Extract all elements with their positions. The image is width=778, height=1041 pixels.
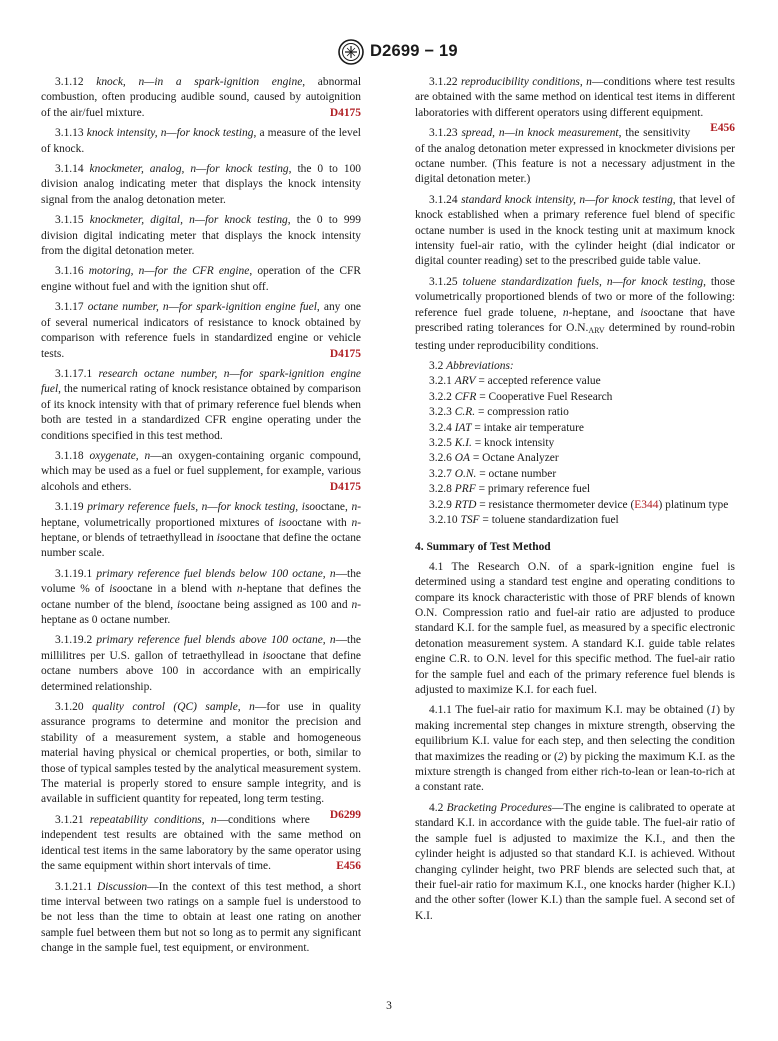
definition-3-1-22: 3.1.22 reproducibility conditions, n—conditions where test results are obtained with the same method on identical test items in different laboratories with different operators using different equipment. E456 [415, 75, 735, 121]
definition-3-1-19: 3.1.19 primary reference fuels, n—for knock testing, isooctane, n-heptane, volumetrically proportioned mixtures of isooctane with n-heptane, or blends of tetraethyllead in isooctane that define the octane number scale. [41, 501, 361, 560]
reference-link[interactable]: D4175 [329, 106, 361, 119]
abbreviation-item: 3.2.9 RTD = resistance thermometer device (E344) platinum type [429, 498, 729, 511]
definition-3-1-25: 3.1.25 toluene standardization fuels, n—for knock testing, those volumetrically proportioned blends of two or more of the following: reference fuel grade toluene, n-heptane, and isooctane that have prescribed rating tolerances for $O.N._{ARV}$ determined by round-robin testing under reproducibility conditions. [415, 275, 736, 352]
abbreviation-item: 3.2.7 O.N. = octane number [429, 467, 557, 480]
definition-3-1-17: 3.1.17 octane number, n—for spark-ignition engine fuel, any one of several numerical indicators of resistance to knock obtained by comparison with reference fuels in standardized engine or vehicle tests. D4175 [41, 300, 361, 362]
reference-link[interactable]: E456 [336, 860, 361, 873]
definition-3-1-16: 3.1.16 motoring, n—for the CFR engine, operation of the CFR engine without fuel and with the ignition shut off. [41, 265, 361, 293]
page-number: 3 [386, 1000, 392, 1012]
abbreviation-item: 3.2.8 PRF = primary reference fuel [429, 483, 591, 496]
abbreviation-item: 3.2.2 CFR = Cooperative Fuel Research [429, 390, 613, 403]
abbreviation-item: 3.2.1 ARV = accepted reference value [429, 375, 601, 388]
definition-3-1-12: 3.1.12 knock, n—in a spark-ignition engine, abnormal combustion, often producing audible sound, caused by autoignition of the air/fuel mixture. D4175 [41, 75, 361, 121]
page-header [0, 36, 778, 66]
definition-3-1-18: 3.1.18 oxygenate, n—an oxygen-containing organic compound, which may be used as a fuel or fuel supplement, for example, various alcohols and ethers. D4175 [41, 449, 361, 495]
definition-3-1-13: 3.1.13 knock intensity, n—for knock testing, a measure of the level of knock. [41, 127, 361, 155]
abbreviation-item: 3.2.3 C.R. = compression ratio [429, 406, 569, 419]
right-column [415, 75, 735, 929]
reference-link[interactable]: D4175 [329, 480, 361, 493]
reference-link[interactable]: E456 [710, 122, 735, 135]
reference-link[interactable]: E344 [634, 498, 659, 511]
definition-3-1-21: 3.1.21 repeatability conditions, n—conditions where independent test results are obtained with the same method on identical test items in the same laboratory by the same operator using the same equipment within short intervals of time. E456 [41, 813, 361, 875]
section-heading: 4. Summary of Test Method [415, 541, 551, 554]
reference-link[interactable]: D4175 [329, 347, 361, 360]
definition-3-1-20: 3.1.20 quality control (QC) sample, n—for use in quality assurance programs to determine and monitor the precision and stability of a measurement system, a stable and homogeneous material having physical or chemical properties, or both, similar to those of typical samples tested by the analytical measurement system. The material is properly stored to ensure sample integrity, and is available in sufficient quantity for repeated, long term testing. D6299 [41, 700, 361, 808]
definition-3-1-19-2: 3.1.19.2 primary reference fuel blends above 100 octane, n—the millilitres per U.S. gallon of tetraethyllead in isooctane that define octane numbers above 100 in accordance with an empirically determined relationship. [41, 634, 362, 693]
standard-designation: D2699 − 19 [370, 42, 458, 60]
abbreviation-item: 3.2.4 IAT = intake air temperature [429, 421, 584, 434]
definition-3-1-24: 3.1.24 standard knock intensity, n—for knock testing, that level of knock established when a primary reference fuel blend of specific octane number is used in the knock testing unit at maximum knock intensity fuel-air ratio, with the cylinder height (dial indicator or digital counter reading) set to the prescribed guide table value. [415, 193, 736, 268]
definition-3-1-23: 3.1.23 spread, n—in knock measurement, the sensitivity of the analog detonation meter expressed in knockmeter divisions per octane number. (This feature is not a necessary adjustment in the digital detonation meter.) [415, 127, 735, 186]
abbreviation-item: 3.2.5 K.I. = knock intensity [429, 436, 555, 449]
discussion-3-1-21-1: 3.1.21.1 Discussion—In the context of this test method, a short time interval between two ratings on a sample fuel is understood to be not less than the time to obtain at least one rating on another sample fuel between them but not so long as to permit any significant change in the sample fuel, test equipment, or environment. [41, 880, 362, 955]
definition-3-1-14: 3.1.14 knockmeter, analog, n—for knock testing, the 0 to 100 division analog indicating meter that displays the knock intensity signal from the analog detonation meter. [41, 163, 362, 206]
abbreviation-item: 3.2.6 OA = Octane Analyzer [429, 452, 559, 465]
definition-3-1-19-1: 3.1.19.1 primary reference fuel blends below 100 octane, n—the volume % of isooctane in a blend with n-heptane that defines the octane number of the blend, isooctane being assigned as 100 and n-heptane as 0 octane number. [41, 567, 362, 626]
paragraph-4-2: 4.2 Bracketing Procedures—The engine is calibrated to operate at standard K.I. in accordance with the guide table. The fuel-air ratio of the sample fuel is adjusted to maximize the K.I., and then the cylinder height is adjusted so that standard K.I. is achieved. Without changing cylinder height, two PRF blends are selected such that, at their fuel-air ratio for maximum K.I., one knocks harder (higher K.I.) and the other softer (lower K.I.) than the sample fuel. A second set of K.I. [415, 801, 735, 922]
paragraph-4-1-1: 4.1.1 The fuel-air ratio for maximum K.I. may be obtained (1) by making incremental step changes in mixture strength, observing the equilibrium K.I. value for each step, and then selecting the condition that maximizes the reading or (2) by picking the maximum K.I. as the mixture strength is changed from either rich-to-lean or lean-to-rich at a constant rate. [415, 704, 736, 794]
left-column [41, 75, 361, 962]
abbreviations-heading: 3.2 Abbreviations: [429, 359, 514, 372]
abbreviation-item: 3.2.10 TSF = toluene standardization fuel [429, 513, 619, 526]
astm-logo-icon [338, 39, 364, 65]
definition-3-1-15: 3.1.15 knockmeter, digital, n—for knock testing, the 0 to 999 division digital indicating meter that displays the knock intensity from the digital detonation meter. [41, 214, 361, 258]
definition-3-1-17-1: 3.1.17.1 research octane number, n—for spark-ignition engine fuel, the numerical rating of knock resistance obtained by comparison of its knock intensity with that of primary reference fuel blends when both are tested in a standardized CFR engine operating under the conditions specified in this test method. [41, 367, 362, 442]
abbreviations-list [415, 374, 735, 528]
paragraph-4-1: 4.1 The Research O.N. of a spark-ignition engine fuel is determined using a standard test engine and operating conditions to compare its knock characteristic with those of PRF blends of known O.N. Compression ratio and fuel-air ratio are adjusted to produce standard K.I. for the sample fuel, as measured by a specific electronic detonation measurement system. A standard K.I. guide table relates engine C.R. to O.N. level for this specific method. The fuel-air ratio for the sample fuel and each of the primary reference fuel blends is adjusted to maximize K.I. for each fuel. [415, 560, 735, 697]
reference-link[interactable]: D6299 [329, 808, 361, 821]
